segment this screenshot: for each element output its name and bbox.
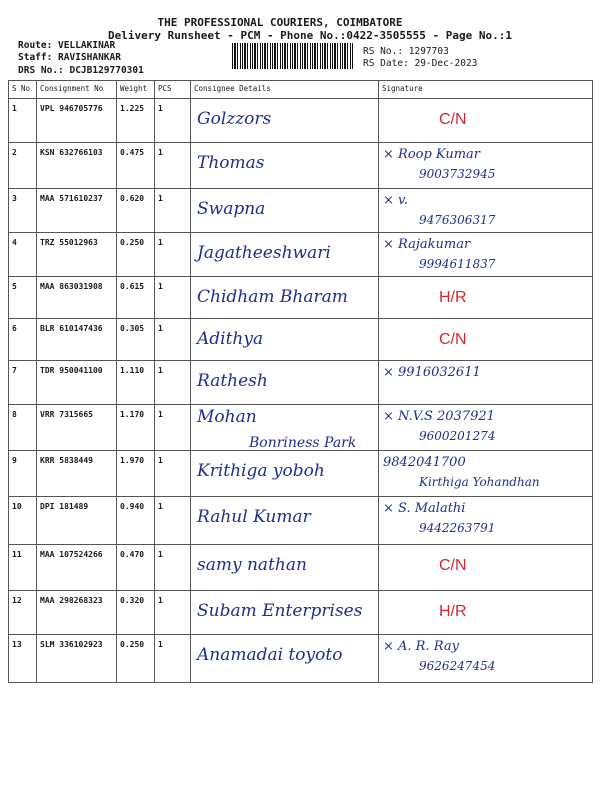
consignment-number: BLR 610147436 (37, 319, 117, 361)
consignee-name: Rahul Kumar (197, 507, 311, 527)
pcs-value: 1 (155, 635, 191, 683)
consignee-name: Chidham Bharam (197, 287, 348, 307)
signature-text: 9842041700 (383, 455, 466, 470)
row-sno: 11 (9, 545, 37, 591)
table-row (9, 189, 593, 233)
consignee-name: Krithiga yoboh (197, 461, 325, 481)
signature-line2: 9476306317 (419, 213, 496, 227)
weight-value: 0.320 (117, 591, 155, 635)
pcs-value: 1 (155, 99, 191, 143)
signature-cell (379, 189, 593, 233)
runsheet-table (8, 80, 593, 683)
pcs-value: 1 (155, 319, 191, 361)
table-row (9, 405, 593, 451)
consignee-cell (191, 277, 379, 319)
consignment-number: MAA 571610237 (37, 189, 117, 233)
pcs-value: 1 (155, 591, 191, 635)
consignee-cell (191, 99, 379, 143)
consignee-cell (191, 591, 379, 635)
pcs-value: 1 (155, 451, 191, 497)
pcs-value: 1 (155, 277, 191, 319)
signature-cell (379, 319, 593, 361)
col-signature-header: Signature (379, 81, 593, 99)
consignee-name: Rathesh (197, 371, 268, 391)
signature-line2: 9600201274 (419, 429, 496, 443)
weight-value: 0.305 (117, 319, 155, 361)
staff-label: Staff: RAVISHANKAR (18, 52, 121, 63)
consignment-number: DPI 181489 (37, 497, 117, 545)
delivery-status: C/N (439, 557, 467, 574)
signature-line2: 9626247454 (419, 659, 496, 673)
consignee-cell (191, 361, 379, 405)
delivery-status: H/R (439, 289, 467, 306)
consignee-name: Thomas (197, 153, 265, 173)
signature-text: × v. (383, 193, 408, 208)
delivery-status: C/N (439, 331, 467, 348)
col-sno-header: S No (9, 81, 37, 99)
row-sno: 10 (9, 497, 37, 545)
consignment-number: SLM 336102923 (37, 635, 117, 683)
signature-text: × Roop Kumar (383, 147, 481, 162)
pcs-value: 1 (155, 497, 191, 545)
row-sno: 8 (9, 405, 37, 451)
consignment-number: TRZ 55012963 (37, 233, 117, 277)
signature-line2: Kirthiga Yohandhan (419, 475, 540, 489)
row-sno: 13 (9, 635, 37, 683)
signature-cell (379, 233, 593, 277)
row-sno: 12 (9, 591, 37, 635)
consignment-number: TDR 950041100 (37, 361, 117, 405)
consignee-name: Golzzors (197, 109, 272, 129)
signature-cell (379, 99, 593, 143)
consignment-number: MAA 863031908 (37, 277, 117, 319)
row-sno: 3 (9, 189, 37, 233)
row-sno: 2 (9, 143, 37, 189)
table-row (9, 99, 593, 143)
barcode-image (232, 43, 354, 69)
consignment-number: VPL 946705776 (37, 99, 117, 143)
consignment-number: MAA 107524266 (37, 545, 117, 591)
delivery-status: H/R (439, 603, 467, 620)
consignee-name: Mohan (197, 407, 257, 427)
table-header-row (9, 81, 593, 99)
col-consignee-header: Consignee Details (191, 81, 379, 99)
consignee-name: Adithya (197, 329, 264, 349)
table-row (9, 233, 593, 277)
table-row (9, 143, 593, 189)
consignee-name: samy nathan (197, 555, 307, 575)
table-row (9, 319, 593, 361)
consignee-name: Swapna (197, 199, 266, 219)
signature-text: × A. R. Ray (383, 639, 459, 654)
weight-value: 0.470 (117, 545, 155, 591)
consignee-cell (191, 545, 379, 591)
signature-cell (379, 361, 593, 405)
signature-text: × 9916032611 (383, 365, 481, 380)
consignee-name: Anamadai toyoto (197, 645, 343, 665)
consignee-cell (191, 405, 379, 451)
signature-cell (379, 635, 593, 683)
weight-value: 0.620 (117, 189, 155, 233)
col-weight-header: Weight (117, 81, 155, 99)
weight-value: 1.225 (117, 99, 155, 143)
consignment-number: KRR 5838449 (37, 451, 117, 497)
weight-value: 0.615 (117, 277, 155, 319)
signature-line2: 9442263791 (419, 521, 496, 535)
weight-value: 0.940 (117, 497, 155, 545)
pcs-value: 1 (155, 405, 191, 451)
company-title: THE PROFESSIONAL COURIERS, COIMBATORE (157, 16, 403, 29)
table-row (9, 497, 593, 545)
signature-text: × N.V.S 2037921 (383, 409, 495, 424)
pcs-value: 1 (155, 233, 191, 277)
row-sno: 1 (9, 99, 37, 143)
consignee-name: Subam Enterprises (197, 601, 363, 621)
consignee-name: Jagatheeshwari (197, 243, 331, 263)
row-sno: 4 (9, 233, 37, 277)
route-label: Route: VELLAKINAR (18, 40, 116, 51)
row-sno: 7 (9, 361, 37, 405)
consignee-cell (191, 319, 379, 361)
runsheet-subtitle: Delivery Runsheet - PCM - Phone No.:0422-3505555 - Page No.:1 (108, 29, 512, 42)
pcs-value: 1 (155, 189, 191, 233)
table-row (9, 361, 593, 405)
table-row (9, 591, 593, 635)
consignee-name-line2: Bonriness Park (249, 435, 357, 451)
signature-text: × S. Malathi (383, 501, 466, 516)
consignee-cell (191, 451, 379, 497)
row-sno: 5 (9, 277, 37, 319)
signature-text: × Rajakumar (383, 237, 471, 252)
row-sno: 9 (9, 451, 37, 497)
row-sno: 6 (9, 319, 37, 361)
signature-cell (379, 143, 593, 189)
signature-cell (379, 451, 593, 497)
consignee-cell (191, 143, 379, 189)
consignee-cell (191, 497, 379, 545)
consignee-cell (191, 635, 379, 683)
rs-number: RS No.: 1297703 (363, 46, 449, 57)
col-consignment-header: Consignment No (37, 81, 117, 99)
table-row (9, 451, 593, 497)
consignee-cell (191, 233, 379, 277)
table-row (9, 545, 593, 591)
consignment-number: MAA 298268323 (37, 591, 117, 635)
col-pcs-header: PCS (155, 81, 191, 99)
weight-value: 0.250 (117, 233, 155, 277)
signature-cell (379, 405, 593, 451)
signature-cell (379, 591, 593, 635)
signature-line2: 9003732945 (419, 167, 496, 181)
signature-cell (379, 497, 593, 545)
pcs-value: 1 (155, 545, 191, 591)
signature-cell (379, 277, 593, 319)
pcs-value: 1 (155, 143, 191, 189)
delivery-status: C/N (439, 111, 467, 128)
weight-value: 1.970 (117, 451, 155, 497)
weight-value: 1.170 (117, 405, 155, 451)
table-row (9, 635, 593, 683)
rs-date: RS Date: 29-Dec-2023 (363, 58, 478, 69)
consignee-cell (191, 189, 379, 233)
signature-line2: 9994611837 (419, 257, 496, 271)
weight-value: 0.250 (117, 635, 155, 683)
weight-value: 1.110 (117, 361, 155, 405)
consignment-number: VRR 7315665 (37, 405, 117, 451)
signature-cell (379, 545, 593, 591)
pcs-value: 1 (155, 361, 191, 405)
weight-value: 0.475 (117, 143, 155, 189)
table-row (9, 277, 593, 319)
drs-number: DRS No.: DCJB129770301 (18, 65, 144, 76)
consignment-number: KSN 632766103 (37, 143, 117, 189)
